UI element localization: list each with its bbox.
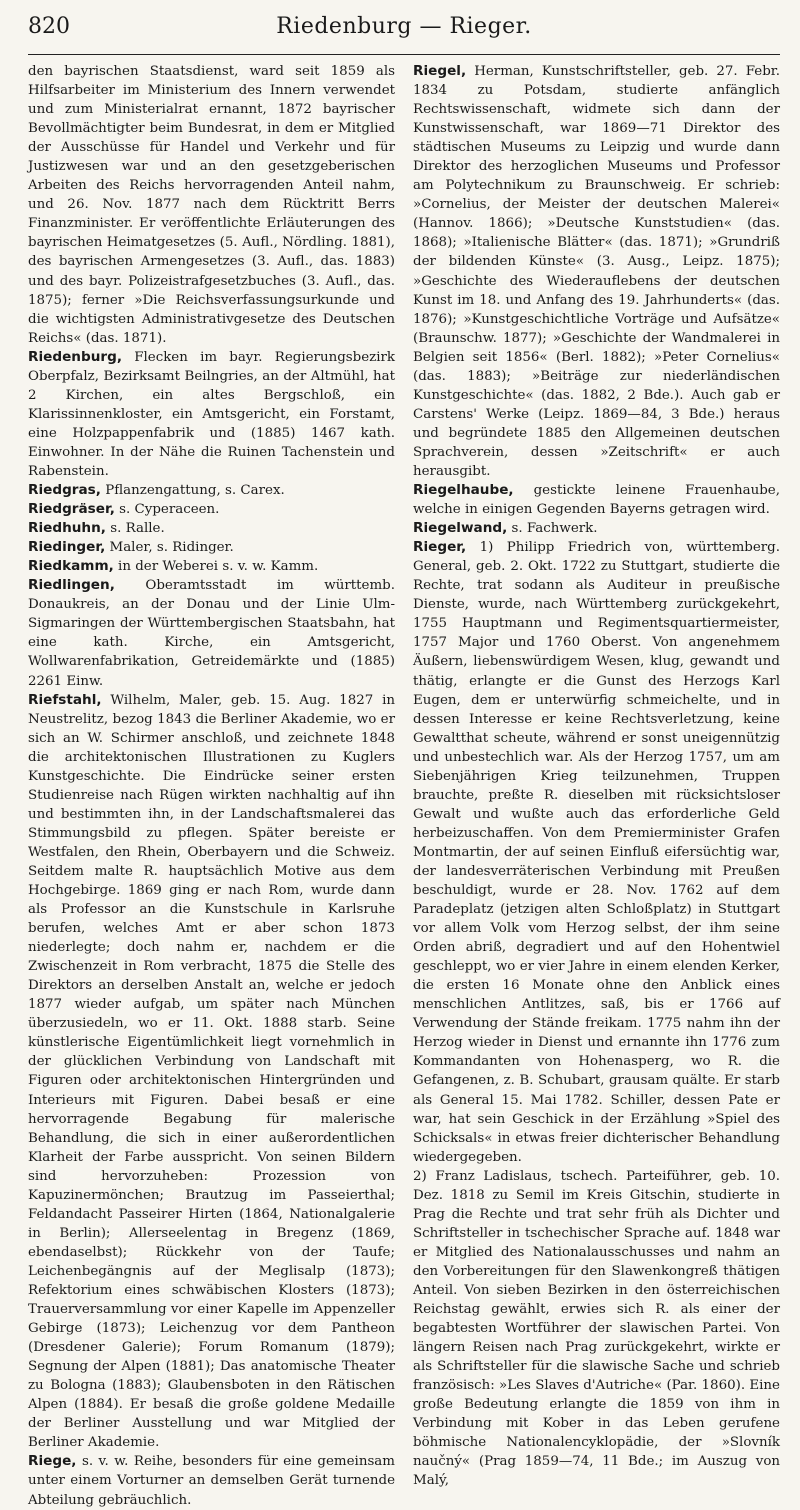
entry-text: den bayrischen Staatsdienst, ward seit 1859 als Hilfsarbeiter im Ministerium des Innern verwendet und zum Ministerialrat ernannt, 1872 bayrischer Bevollmächtigter beim Bundesrat, in dem er Mitglied der Ausschüsse für Handel und Verkehr und für Justizwesen war und an den gesetzgeberischen Arbeiten des Reichs hervorragenden Anteil nahm, und 26. Nov. 1877 nach dem Rücktritt Berrs Finanzminister. Er veröffentlichte Erläuterungen des bayrischen Heimatgesetzes (5. Aufl., Nördling. 1881), des bayrischen Armengesetzes (3. Aufl., das. 1883) und des bayr. Polizeistrafgesetzbuches (3. Aufl., das. 1875); ferner »Die Reichsverfassungsurkunde und die wichtigsten Administrativgesetze des Deutschen Reichs« (das. 1871). <box>28 64 395 346</box>
entry-lemma: Riedhuhn, <box>28 520 106 537</box>
entry-lemma: Riedenburg, <box>28 348 122 365</box>
entry-text: Wilhelm, Maler, geb. 15. Aug. 1827 in Neustrelitz, bezog 1843 die Berliner Akademie, wo er sich an W. Schirmer anschloß, und zeichnete 1848 die architektonischen Illustrationen zu Kuglers Kunstgeschichte. Die Eindrücke seiner ersten Studienreise nach Rügen wirkten nachhaltig auf ihn und bestimmten ihn, in der Landschaftsmalerei das Stimmungsbild zu pflegen. Später bereiste er Westfalen, den Rhein, Oberbayern und die Schweiz. Seitdem malte R. hauptsächlich Motive aus dem Hochgebirge. 1869 ging er nach Rom, wurde dann als Professor an die Kunstschule in Karlsruhe berufen, welches Amt er aber schon 1873 niederlegte; doch nahm er, nachdem er die Zwischenzeit in Rom verbracht, 1875 die Stelle des Direktors an derselben Anstalt an, welche er jedoch 1877 wieder aufgab, um später nach München überzusiedeln, wo er 11. Okt. 1888 starb. Seine künstlerische Eigentümlichkeit liegt vornehmlich in der glücklichen Verbindung von Landschaft mit Figuren oder architektonischen Hintergründen und Interieurs mit Figuren. Dabei besaß er eine hervorragende Begabung für malerische Behandlung, die sich in einer außerordentlichen Klarheit der Farbe ausspricht. Von seinen Bildern sind hervorzuheben: Prozession von Kapuzinermönchen; Brautzug im Passeierthal; Feldandacht Passeirer Hirten (1864, Nationalgalerie in Berlin); Allerseelentag in Bregenz (1869, ebendaselbst); Rückkehr von der Taufe; Leichenbegängnis auf der Meglisalp (1873); Refektorium eines schwäbischen Klosters (1873); Trauerversammlung vor einer Kapelle im Appenzeller Gebirge (1873); Leichenzug vor dem Pantheon (Dresdener Galerie); Forum Romanum (1879); Segnung der Alpen (1881); Das anatomische Theater zu Bologna (1883); Glaubensboten in den Rätischen Alpen (1884). Er besaß die große goldene Medaille der Berliner Ausstellung und war Mitglied der Berliner Akademie. <box>28 692 395 1451</box>
entry-lemma: Riedgräser, <box>28 501 115 518</box>
entry-text: s. Fachwerk. <box>507 521 598 537</box>
entry-lemma: Riegelhaube, <box>413 482 514 499</box>
entry <box>28 500 395 519</box>
entry <box>28 691 395 1453</box>
page-header <box>28 10 780 55</box>
entry <box>28 62 395 348</box>
right-column <box>413 62 780 1489</box>
entry-text: Flecken im bayr. Regierungsbezirk Oberpfalz, Bezirksamt Beilngries, an der Altmühl, hat 2 Kirchen, ein altes Bergschloß, ein Klarissinnenkloster, ein Amtsgericht, ein Forstamt, eine Holzpappenfabrik und (1885) 1467 kath. Einwohner. In der Nähe die Ruinen Tachenstein und Rabenstein. <box>28 349 395 479</box>
entry-lemma: Riedlingen, <box>28 577 115 594</box>
entry <box>28 1452 395 1509</box>
running-head: Riedenburg — Rieger. <box>276 14 532 39</box>
entry <box>413 62 780 481</box>
entry <box>28 519 395 538</box>
left-column <box>28 62 395 1508</box>
entry-lemma: Rieger, <box>413 539 467 556</box>
entry-text: gestickte leinene Frauenhaube, welche in einigen Gegenden Bayerns getragen wird. <box>413 483 780 518</box>
entry <box>28 576 395 690</box>
entry-lemma: Riedkamm, <box>28 558 114 575</box>
entry-text: s. Ralle. <box>105 521 165 537</box>
text-columns <box>28 62 780 1508</box>
entry-text: Pflanzengattung, s. Carex. <box>100 483 285 499</box>
entry <box>28 348 395 481</box>
entry-text: Maler, s. Ridinger. <box>105 540 234 556</box>
entry-lemma: Riege, <box>28 1453 77 1470</box>
entry-lemma: Riegelwand, <box>413 520 508 537</box>
entry-text: 2) Franz Ladislaus, tschech. Parteiführer, geb. 10. Dez. 1818 zu Semil im Kreis Gitschin, studierte in Prag die Rechte und trat sehr früh als Dichter und Schriftsteller in tschechischer Sprache auf. 1848 war er Mitglied des Nationalausschusses und nahm an den Vorbereitungen für den Slawenkongreß thätigen Anteil. Von sieben Bezirken in den österreichischen Reichstag gewählt, erwies sich R. als einer der begabtesten Wortführer der slawischen Partei. Von längern Reisen nach Prag zurückgekehrt, wirkte er als Schriftsteller für die slawische Sache und schrieb französisch: »Les Slaves d'Autriche« (Par. 1860). Eine große Bedeutung erlangte die 1859 von ihm in Verbindung mit Kober in das Leben gerufene böhmische Nationalencyklopädie, der »Slovník naučný« (Prag 1859—74, 11 Bde.; im Auszug von Malý, <box>413 1168 780 1489</box>
entry <box>413 1167 780 1491</box>
entry <box>28 481 395 500</box>
entry-text: s. Cyperaceen. <box>114 502 220 518</box>
page-number: 820 <box>28 14 70 39</box>
entry-text: in der Weberei s. v. w. Kamm. <box>113 559 319 575</box>
entry <box>413 538 780 1167</box>
entry <box>28 538 395 557</box>
entry-text: Herman, Kunstschriftsteller, geb. 27. Febr. 1834 zu Potsdam, studierte anfänglich Rechtswissenschaft, widmete sich dann der Kunstwissenschaft, war 1869—71 Direktor des städtischen Museums zu Leipzig und wurde dann Direktor des herzoglichen Museums und Professor am Polytechnikum zu Braunschweig. Er schrieb: »Cornelius, der Meister der deutschen Malerei« (Hannov. 1866); »Deutsche Kunststudien« (das. 1868); »Italienische Blätter« (das. 1871); »Grundriß der bildenden Künste« (3. Ausg., Leipz. 1875); »Geschichte des Wiederauflebens der deutschen Kunst im 18. und Anfang des 19. Jahrhunderts« (das. 1876); »Kunstgeschichtliche Vorträge und Aufsätze« (Braunschw. 1877); »Geschichte der Wandmalerei in Belgien seit 1856« (Berl. 1882); »Peter Cornelius« (das. 1883); »Beiträge zur niederländischen Kunstgeschichte« (das. 1882, 2 Bde.). Auch gab er Carstens' Werke (Leipz. 1869—84, 3 Bde.) heraus und begründete 1885 den Allgemeinen deutschen Sprachverein, dessen »Zeitschrift« er auch herausgibt. <box>413 64 780 479</box>
entry-text: 1) Philipp Friedrich von, württemberg. General, geb. 2. Okt. 1722 zu Stuttgart, studierte die Rechte, trat sodann als Auditeur in preußische Dienste, wurde, nach Württemberg zurückgekehrt, 1755 Hauptmann und Regimentsquartiermeister, 1757 Major und 1760 Oberst. Von angenehmem Äußern, liebenswürdigem Wesen, klug, gewandt und thätig, erlangte er die Gunst des Herzogs Karl Eugen, dem er unterwürfig schmeichelte, und in dessen Interesse er keine Rechtsverletzung, keine Gewaltthat scheute, während er sonst uneigennützig und unbestechlich war. Als der Herzog 1757, um am Siebenjährigen Krieg teilzunehmen, Truppen brauchte, preßte R. dieselben mit rücksichtsloser Gewalt und wußte auch das erforderliche Geld herbeizuschaffen. Von dem Premierminister Grafen Montmartin, der auf seinen Einfluß eifersüchtig war, der landesverräterischen Verbindung mit Preußen beschuldigt, wurde er 28. Nov. 1762 auf dem Paradeplatz (jetzigen alten Schloßplatz) in Stuttgart vor allem Volk vom Herzog selbst, der ihm seine Orden abriß, degradiert und auf den Hohentwiel geschleppt, wo er vier Jahre in einem elenden Kerker, die ersten 16 Monate ohne den Anblick eines menschlichen Antlitzes, saß, bis er 1766 auf Verwendung der Stände freikam. 1775 nahm ihn der Herzog wieder in Dienst und ernannte ihn 1776 zum Kommandanten von Hohenasperg, wo R. die Gefangenen, z. B. Schubart, grausam quälte. Er starb als General 15. Mai 1782. Schiller, dessen Pate er war, hat sein Geschick in der Erzählung »Spiel des Schicksals« in etwas freier dichterischer Behandlung wiedergegeben. <box>413 540 780 1165</box>
entry <box>413 519 780 538</box>
entry-lemma: Riedinger, <box>28 539 106 556</box>
entry <box>28 557 395 576</box>
entry-lemma: Riefstahl, <box>28 691 102 708</box>
entry-text: Oberamtsstadt im württemb. Donaukreis, an der Donau und der Linie Ulm-Sigmaringen der Württembergischen Staatsbahn, hat eine kath. Kirche, ein Amtsgericht, Wollwarenfabrikation, Getreidemärkte und (1885) 2261 Einw. <box>28 578 395 689</box>
entry-lemma: Riegel, <box>413 63 467 79</box>
entry-lemma: Riedgras, <box>28 482 101 499</box>
entry <box>413 481 780 519</box>
entry-text: s. v. w. Reihe, besonders für eine gemeinsam unter einem Vorturner an demselben Gerät turnende Abteilung gebräuchlich. <box>28 1454 395 1508</box>
